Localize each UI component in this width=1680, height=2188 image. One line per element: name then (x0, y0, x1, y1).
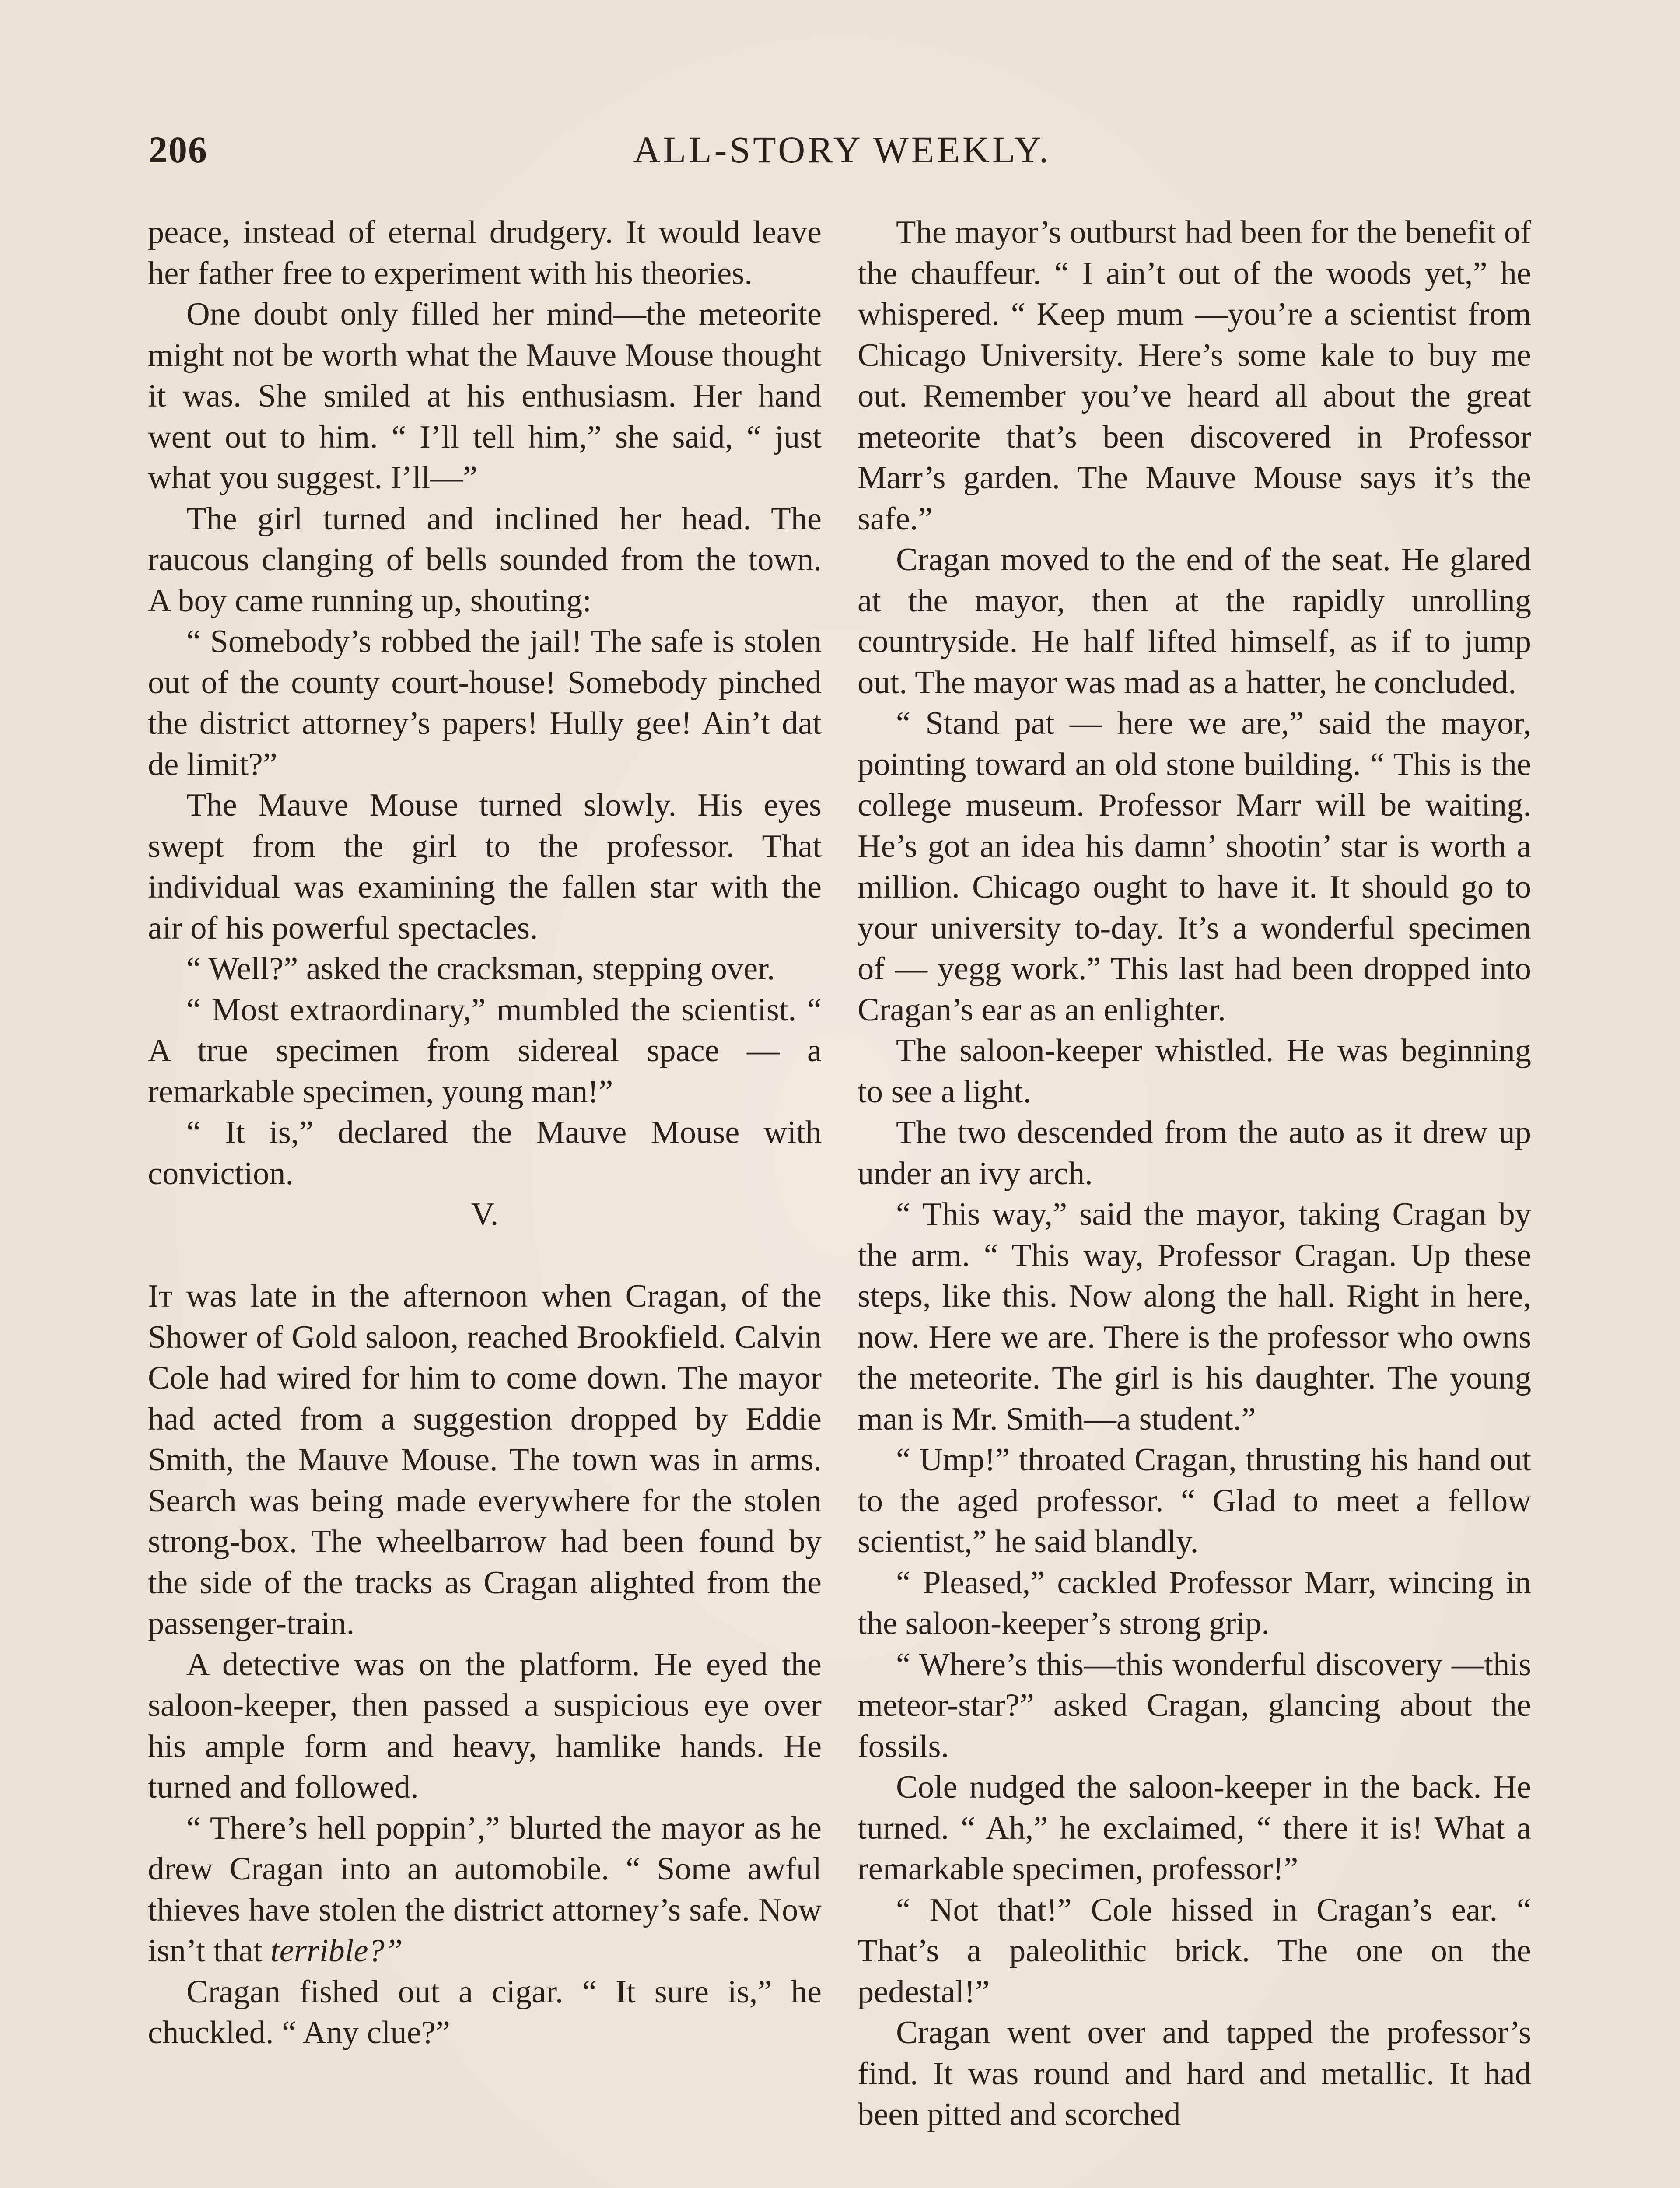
paragraph: One doubt only filled her mind—the meteorite might not be worth what the Mauve Mouse thought it was. She smiled at his enthusiasm. Her hand went out to him. “ I’ll tell him,” she said, “ just what you suggest. I’ll—” (148, 296, 822, 496)
paragraph: “ Well?” asked the cracksman, stepping over. (186, 951, 775, 987)
right-column (858, 212, 1531, 2135)
paragraph: “ Where’s this—this wonderful discovery —this meteor-star?” asked Cragan, glancing about the fossils. (858, 1646, 1531, 1764)
paragraph: “ Most extraordinary,” mumbled the scientist. “ A true specimen from sidereal space — a remarkable specimen, young man!” (148, 992, 822, 1110)
section-heading: V. (471, 1196, 499, 1232)
page-number: 206 (149, 129, 208, 171)
paragraph: “ Somebody’s robbed the jail! The safe is stolen out of the county court-house! Somebody pinched the district attorney’s papers! Hully gee! Ain’t dat de limit?” (148, 624, 822, 782)
paragraph: The Mauve Mouse turned slowly. His eyes swept from the girl to the professor. That individual was examining the fallen star with the air of his powerful spectacles. (148, 787, 822, 946)
paragraph: “ Not that!” Cole hissed in Cragan’s ear. “ That’s a paleolithic brick. The one on the pedestal!” (858, 1892, 1531, 2010)
paragraph: “ This way,” said the mayor, taking Cragan by the arm. “ This way, Professor Cragan. Up these steps, like this. Now along the hall. Right in here, now. Here we are. There is the professor who owns the meteorite. The girl is his daughter. The young man is Mr. Smith—a student.” (858, 1196, 1531, 1437)
paragraph: A detective was on the platform. He eyed the saloon-keeper, then passed a suspicious eye over his ample form and heavy, hamlike hands. He turned and followed. (148, 1646, 822, 1805)
section-opening-paragraph (148, 1276, 822, 1645)
paragraph: Cragan moved to the end of the seat. He glared at the mayor, then at the rapidly unrolling countryside. He half lifted himself, as if to jump out. The mayor was mad as a hatter, he concluded. (858, 542, 1531, 701)
paragraph: The two descended from the auto as it drew up under an ivy arch. (858, 1115, 1531, 1192)
paragraph: “ Ump!” throated Cragan, thrusting his hand out to the aged professor. “ Glad to meet a fellow scientist,” he said blandly. (858, 1442, 1531, 1560)
paragraph-text: “ There’s hell poppin’,” blurted the mayor as he drew Cragan into an automobile. “ Some awful thieves have stolen the district attorney’s safe. Now isn’t that (148, 1810, 822, 1969)
paragraph: “ Stand pat — here we are,” said the mayor, pointing toward an old stone building. “ This is the college museum. Professor Marr will be waiting. He’s got an idea his damn’ shootin’ star is worth a million. Chicago ought to have it. It should go to your university to-day. It’s a wonderful specimen of — yegg work.” This last had been dropped into Cragan’s ear as an enlighter. (858, 705, 1531, 1028)
paragraph: Cole nudged the saloon-keeper in the back. He turned. “ Ah,” he exclaimed, “ there it is! What a remarkable specimen, professor!” (858, 1769, 1531, 1887)
running-head: ALL-STORY WEEKLY. (633, 129, 1051, 171)
section-opening-text: was late in the afternoon when Cragan, of the Shower of Gold saloon, reached Brookfield. Calvin Cole had wired for him to come down. The mayor had acted from a suggestion dropped by Eddie Smith, the Mauve Mouse. The town was in arms. Search was being made everywhere for the stolen strong-box. The wheelbarrow had been found by the side of the tracks as Cragan alighted from the passenger-train. (148, 1278, 822, 1641)
page-header (149, 128, 1536, 180)
paragraph (148, 1808, 822, 1972)
paragraph: Cragan went over and tapped the professor’s find. It was round and hard and metallic. It had been pitted and scorched (858, 2015, 1531, 2132)
left-column (148, 212, 822, 2054)
paragraph: “ It is,” declared the Mauve Mouse with conviction. (148, 1115, 822, 1192)
italic-text: terrible?” (270, 1933, 403, 1969)
small-caps-opening: It (148, 1278, 173, 1314)
paragraph: “ Pleased,” cackled Professor Marr, wincing in the saloon-keeper’s strong grip. (858, 1564, 1531, 1641)
paragraph: peace, instead of eternal drudgery. It would leave her father free to experiment with his theories. (148, 214, 822, 291)
paragraph: The mayor’s outburst had been for the benefit of the chauffeur. “ I ain’t out of the woods yet,” he whispered. “ Keep mum —you’re a scientist from Chicago University. Here’s some kale to buy me out. Remember you’ve heard all about the great meteorite that’s been discovered in Professor Marr’s garden. The Mauve Mouse says it’s the safe.” (858, 214, 1531, 537)
paragraph: Cragan fished out a cigar. “ It sure is,” he chuckled. “ Any clue?” (148, 1974, 822, 2051)
paragraph: The girl turned and inclined her head. The raucous clanging of bells sounded from the town. A boy came running up, shouting: (148, 501, 822, 619)
paragraph: The saloon-keeper whistled. He was beginning to see a light. (858, 1033, 1531, 1110)
